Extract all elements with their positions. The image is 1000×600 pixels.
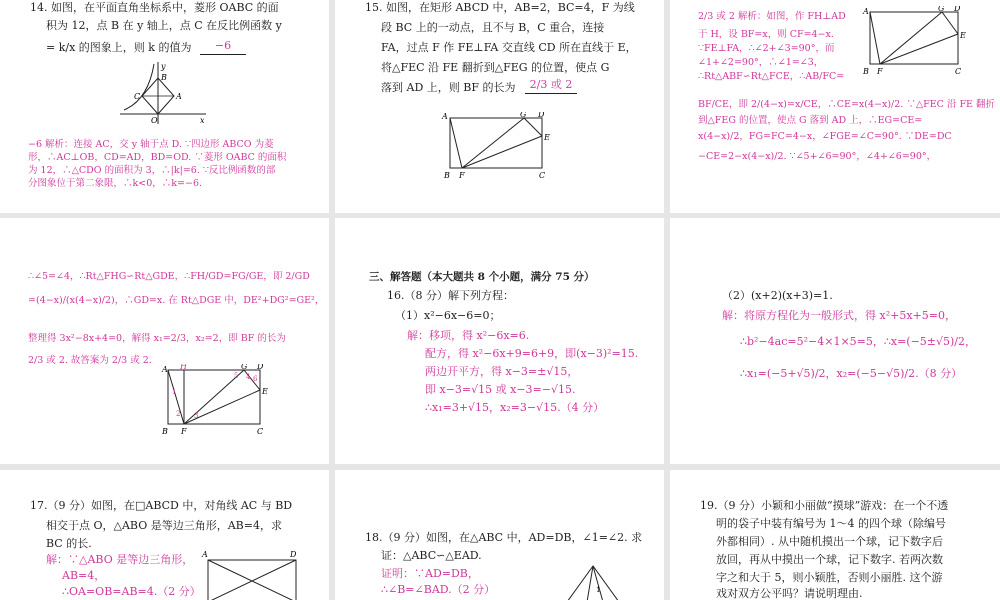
problem-19-line-5: 字之和大于 5，则小颖胜，否则小丽胜. 这个游	[716, 571, 943, 584]
problem-17-line-5: AB=4，	[62, 569, 106, 582]
problem-16-line-6: 即 x−3=√15 或 x−3=−√15.	[425, 383, 576, 396]
problem-18-line-4: ∴∠B=∠BAD.（2 分）	[381, 583, 496, 596]
problem-16-line-7: ∴x₁=3+√15，x₂=3−√15.（4 分）	[425, 401, 605, 414]
label-f: F	[459, 171, 465, 180]
label-d: D	[257, 364, 264, 371]
problem-14-solution-1: −6 解析：连接 AC，交 y 轴于点 D. ∵四边形 ABCO 为菱	[28, 139, 274, 150]
problem-19-line-4: 放回，再从中摸出一个球，记下数字. 若两次数	[716, 553, 943, 566]
solution-15c-line-4: 2/3 或 2. 故答案为 2/3 或 2.	[28, 355, 152, 366]
problem-17-line-2: 相交于点 O，△ABO 是等边三角形，AB=4，求	[46, 519, 282, 532]
problem-19-line-1: 19.（9 分）小颖和小丽做“摸球”游戏：在一个不透	[700, 499, 949, 512]
problem-15-line-3: FA，过点 F 作 FE⊥FA 交直线 CD 所在直线于 E，	[381, 41, 637, 54]
segment-ae	[593, 566, 603, 600]
problem-15-figure	[440, 112, 570, 182]
label-angle-2: 2	[176, 410, 181, 418]
label-g: G	[241, 364, 248, 371]
label-a: A	[176, 92, 182, 101]
solution-15c-line-2: =(4−x)/(x(4−x)/2)，∴GD=x. 在 Rt△DGE 中，DE²+DG²=GE²，	[28, 295, 325, 306]
segment-fe	[462, 136, 542, 168]
solution-15-line-9: −CE=2−x(4−x)/2. ∵∠5+∠6=90°，∠4+∠6=90°，	[698, 151, 937, 162]
problem-19-panel	[670, 470, 1000, 600]
label-angle-6: 6	[253, 375, 258, 383]
solution-15-line-3: ∵FE⊥FA，∴∠2+∠3=90°，而	[698, 43, 835, 54]
problem-15-solution-panel	[670, 0, 1000, 213]
problem-16b-line-2: 解：将原方程化为一般形式，得 x²+5x+5=0，	[722, 309, 956, 322]
problem-16-panel	[335, 218, 664, 464]
problem-14-solution-3: 为 12，∴△CDO 的面积为 3，∴|k|=6. ∵反比例函数的部	[28, 165, 276, 176]
label-e: E	[544, 133, 550, 142]
segment-fa	[450, 118, 462, 168]
label-angle-4: 4	[246, 373, 251, 381]
problem-18-line-2: 证：△ABC∽△EAD.	[381, 549, 482, 562]
label-angle-3: 3	[194, 412, 199, 420]
segment-ge	[942, 12, 958, 34]
label-angle-1: 1	[596, 586, 601, 594]
label-b: B	[444, 171, 450, 180]
problem-15-line-5: 落到 AD 上，则 BF 的长为	[381, 81, 516, 94]
segment-ad	[587, 566, 593, 600]
solution-15-line-6: BF/CE，即 2/(4−x)=x/CE，∴CE=x(4−x)/2. ∵△FEC 沿 FE 翻折	[698, 99, 996, 110]
label-g: G	[520, 112, 527, 119]
section-title: 三、解答题（本大题共 8 个小题，满分 75 分）	[369, 271, 595, 283]
problem-17-panel	[0, 470, 329, 600]
solution-15c-figure	[158, 364, 278, 436]
problem-14-answer: −6	[200, 38, 246, 55]
problem-17-line-6: ∴OA=OB=AB=4.（2 分）	[62, 585, 201, 598]
label-y: y	[161, 62, 166, 71]
problem-19-line-6: 戏对双方公平吗？请说明理由.	[716, 587, 863, 600]
label-f: F	[181, 427, 187, 436]
problem-15-answer: 2/3 或 2	[525, 76, 577, 94]
problem-17-figure	[200, 550, 310, 600]
label-e: E	[960, 31, 966, 40]
problem-14-line-2: 积为 12，点 B 在 y 轴上，点 C 在反比例函数 y	[46, 19, 282, 32]
label-a: A	[442, 112, 448, 121]
problem-16-line-1: 16.（8 分）解下列方程：	[387, 289, 514, 302]
problem-16-line-5: 两边开平方，得 x−3=±√15，	[425, 365, 579, 378]
label-b: B	[162, 427, 168, 436]
label-h: H	[180, 364, 187, 371]
label-a: A	[202, 550, 208, 559]
solution-15-line-2: 于 H，设 BF=x，则 CF=4−x.	[698, 29, 834, 40]
solution-15-line-1: 2/3 或 2 解析：如图，作 FH⊥AD	[698, 11, 846, 22]
solution-15c-line-1: ∴∠5=∠4，∴Rt△FHG∽Rt△GDE，∴FH/GD=FG/GE，即 2/GD	[28, 271, 310, 282]
problem-14-solution-2: 形，∴AC⊥OB，CD=AD，BD=OD. ∵菱形 OABC 的面积	[28, 152, 287, 163]
label-d: D	[290, 550, 297, 559]
problem-16b-line-1: （2）(x+2)(x+3)=1.	[722, 289, 833, 302]
segment-fa	[870, 12, 880, 64]
problem-17-line-3: BC 的长.	[46, 537, 92, 550]
segment-fe	[880, 34, 958, 64]
problem-15-line-2: 段 BC 上的一动点，且不与 B，C 重合，连接	[381, 21, 605, 34]
problem-16-line-3: 解：移项，得 x²−6x=6.	[407, 329, 530, 342]
solution-15-line-8: x(4−x)/2，FG=FC=4−x，∠FGE=∠C=90°. ∵DE=DC	[698, 131, 952, 142]
problem-15-line-4: 将△FEC 沿 FE 翻折到△FEG 的位置，使点 G	[381, 61, 610, 74]
solution-15c-line-3: 整理得 3x²−8x+4=0，解得 x₁=2/3，x₂=2，即 BF 的长为	[28, 333, 286, 344]
label-d: D	[954, 6, 961, 13]
problem-17-line-1: 17.（9 分）如图，在□ABCD 中，对角线 AC 与 BD	[30, 499, 293, 512]
problem-14-panel	[0, 0, 329, 213]
solution-15-line-5: ∴Rt△ABF∽Rt△FCE，∴AB/FC=	[698, 71, 845, 82]
problem-15-continued-panel	[0, 218, 329, 464]
label-e: E	[262, 387, 268, 396]
problem-15-panel	[335, 0, 664, 213]
problem-15-line-1: 15. 如图，在矩形 ABCD 中，AB=2，BC=4，F 为线	[365, 1, 635, 14]
problem-18-figure	[563, 562, 623, 600]
label-a: A	[162, 365, 168, 374]
label-a: A	[863, 7, 869, 16]
solution-15-line-4: ∠1+∠2=90°，∴∠1=∠3，	[698, 57, 824, 68]
label-c: C	[257, 427, 264, 436]
problem-14-line-3: = k/x 的图象上，则 k 的值为	[46, 41, 192, 54]
problem-16b-line-3: ∴b²−4ac=5²−4×1×5=5，∴x=(−5±√5)/2，	[740, 335, 977, 348]
triangle-abc	[567, 566, 619, 600]
problem-17-line-4: 解：∵△ABO 是等边三角形，	[46, 553, 194, 566]
problem-18-line-3: 证明：∵AD=DB，	[381, 567, 479, 580]
problem-16-line-4: 配方，得 x²−6x+9=6+9，即(x−3)²=15.	[425, 347, 639, 360]
problem-16-part-2-panel	[670, 218, 1000, 464]
segment-ge	[524, 118, 542, 136]
problem-18-line-1: 18.（9 分）如图，在△ABC 中，AD=DB，∠1=∠2. 求	[365, 531, 643, 544]
label-angle-1: 1	[172, 388, 177, 396]
problem-14-solution-4: 分图象位于第二象限，∴k<0，∴k=−6.	[28, 178, 203, 189]
rectangle-abcd	[450, 118, 542, 168]
label-b: B	[161, 73, 167, 82]
label-c: C	[134, 92, 141, 101]
label-angle-5: 5	[234, 372, 239, 380]
problem-19-line-3: 外都相同）. 从中随机摸出一个球，记下数字后	[716, 535, 943, 548]
label-x: x	[200, 116, 205, 125]
solution-15-figure	[860, 6, 980, 76]
label-c: C	[539, 171, 546, 180]
label-f: F	[877, 67, 883, 76]
label-d: D	[538, 112, 545, 119]
solution-15-line-7: 到△FEG 的位置，使点 G 落到 AD 上，∴EG=CE=	[698, 115, 923, 126]
problem-14-figure	[118, 60, 208, 125]
rectangle-abcd	[870, 12, 958, 64]
problem-14-line-1: 14. 如图，在平面直角坐标系中，菱形 OABC 的面	[30, 1, 279, 14]
segment-fg	[880, 12, 942, 64]
problem-16-line-2: （1）x²−6x−6=0；	[395, 309, 501, 322]
label-b: B	[863, 67, 869, 76]
segment-fg	[462, 118, 524, 168]
label-g: G	[938, 6, 945, 13]
label-c: C	[955, 67, 962, 76]
problem-16b-line-4: ∴x₁=(−5+√5)/2，x₂=(−5−√5)/2.（8 分）	[740, 367, 963, 380]
label-o: O	[151, 116, 158, 125]
problem-18-panel	[335, 470, 664, 600]
problem-19-line-2: 明的袋子中装有编号为 1～4 的四个球（除编号	[716, 517, 946, 530]
